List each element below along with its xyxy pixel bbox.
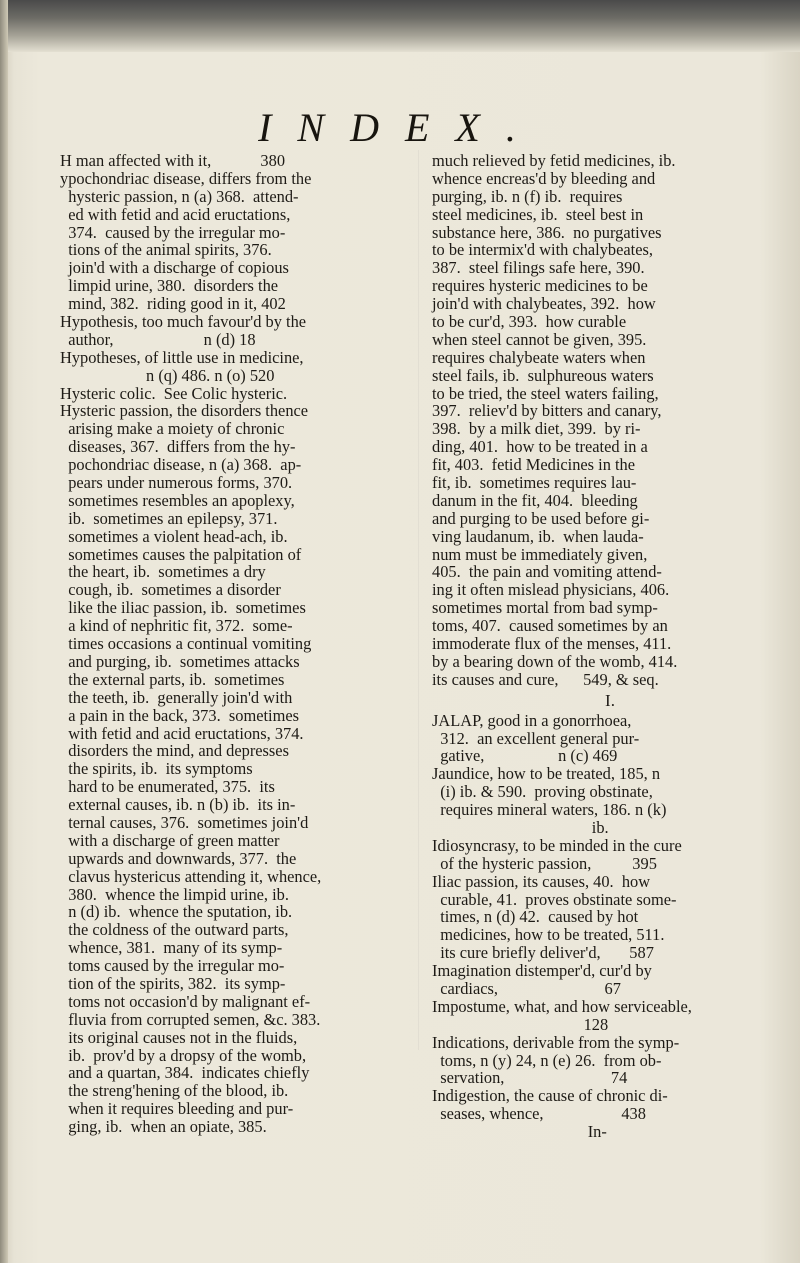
index-line: the teeth, ib. generally join'd with — [60, 687, 293, 707]
index-line: arising make a moiety of chronic — [60, 419, 285, 439]
index-line: sometimes a violent head-ach, ib. — [60, 526, 288, 546]
index-line: cough, ib. sometimes a disorder — [60, 580, 281, 600]
index-line: the heart, ib. sometimes a dry — [60, 562, 266, 582]
index-line: 405. the pain and vomiting attend- — [432, 562, 662, 582]
index-line: requires mineral waters, 186. n (k) — [432, 800, 667, 820]
index-line: Indications, derivable from the symp- — [432, 1032, 680, 1052]
index-line: times, n (d) 42. caused by hot — [432, 907, 639, 927]
index-line: pears under numerous forms, 370. — [60, 473, 293, 493]
index-line: by a bearing down of the womb, 414. — [432, 651, 678, 671]
index-line: times occasions a continual vomiting — [60, 634, 312, 654]
index-line: fit, 403. fetid Medicines in the — [432, 455, 636, 475]
index-line: when it requires bleeding and pur- — [60, 1099, 294, 1119]
index-line: toms caused by the irregular mo- — [60, 956, 285, 976]
index-line: n (d) ib. whence the sputation, ib. — [60, 902, 293, 922]
index-line: Hysteric colic. See Colic hysteric. — [60, 383, 288, 403]
index-line: 398. by a milk diet, 399. by ri- — [432, 419, 641, 439]
index-line: ving laudanum, ib. when lauda- — [432, 526, 644, 546]
index-line: sometimes causes the palpitation of — [60, 544, 302, 564]
page-top-shadow — [0, 0, 800, 52]
index-line: Idiosyncrasy, to be minded in the cure — [432, 835, 682, 855]
index-line: steel fails, ib. sulphureous waters — [432, 365, 654, 385]
index-line: and purging to be used before gi- — [432, 508, 650, 528]
index-line: to be intermix'd with chalybeates, — [432, 240, 653, 260]
index-line: whence, 381. many of its symp- — [60, 938, 283, 958]
index-line: steel medicines, ib. steel best in — [432, 204, 644, 224]
index-line: num must be immediately given, — [432, 544, 648, 564]
right-column-top-entries — [432, 152, 788, 689]
index-line: ing it often mislead physicians, 406. — [432, 580, 670, 600]
left-column — [60, 152, 420, 1136]
page-heading: INDEX. — [258, 105, 542, 150]
index-line: to be cur'd, 393. how curable — [432, 312, 627, 332]
index-line: with a discharge of green matter — [60, 830, 280, 850]
index-line: fluvia from corrupted semen, &c. 383. — [60, 1009, 321, 1029]
index-line: tions of the animal spirits, 376. — [60, 240, 272, 260]
index-line: author, n (d) 18 — [60, 329, 256, 349]
index-line: limpid urine, 380. disorders the — [60, 276, 279, 296]
index-line: join'd with chalybeates, 392. how — [432, 294, 656, 314]
index-line: gative, n (c) 469 — [432, 746, 618, 766]
index-line: 387. steel filings safe here, 390. — [432, 258, 645, 278]
right-column — [432, 152, 788, 1141]
index-line: Hypotheses, of little use in medicine, — [60, 347, 304, 367]
index-line: immoderate flux of the menses, 411. — [432, 634, 672, 654]
index-line: like the iliac passion, ib. sometimes — [60, 598, 306, 618]
index-line: substance here, 386. no purgatives — [432, 222, 662, 242]
index-line: when steel cannot be given, 395. — [432, 329, 647, 349]
index-line: 128 — [432, 1014, 609, 1034]
index-line: Hypothesis, too much favour'd by the — [60, 312, 307, 332]
index-line: external causes, ib. n (b) ib. its in- — [60, 795, 296, 815]
index-line: much relieved by fetid medicines, ib. — [432, 151, 676, 170]
index-line: Impostume, what, and how serviceable, — [432, 996, 692, 1016]
index-line: ging, ib. when an opiate, 385. — [60, 1117, 267, 1137]
index-line: H man affected with it, 380 — [60, 151, 286, 170]
index-line: In- — [432, 1122, 607, 1142]
index-line: ypochondriac disease, differs from the — [60, 168, 312, 188]
index-line: the streng'hening of the blood, ib. — [60, 1081, 289, 1101]
index-line: its original causes not in the fluids, — [60, 1027, 298, 1047]
index-line: sometimes mortal from bad symp- — [432, 598, 658, 618]
index-line: upwards and downwards, 377. the — [60, 848, 297, 868]
index-line: curable, 41. proves obstinate some- — [432, 889, 677, 909]
index-line: ib. prov'd by a dropsy of the womb, — [60, 1045, 307, 1065]
index-line: toms, n (y) 24, n (e) 26. from ob- — [432, 1050, 662, 1070]
index-line: (i) ib. & 590. proving obstinate, — [432, 782, 653, 802]
index-line: and a quartan, 384. indicates chiefly — [60, 1063, 310, 1083]
index-line: fit, ib. sometimes requires lau- — [432, 473, 637, 493]
index-line: n (q) 486. n (o) 520 — [60, 365, 275, 385]
index-line: hard to be enumerated, 375. its — [60, 777, 275, 797]
index-line: the spirits, ib. its symptoms — [60, 759, 253, 779]
index-line: purging, ib. n (f) ib. requires — [432, 186, 623, 206]
index-line: its causes and cure, 549, & seq. — [432, 669, 659, 689]
index-line: disorders the mind, and depresses — [60, 741, 289, 761]
index-line: of the hysteric passion, 395 — [432, 853, 657, 873]
index-line: medicines, how to be treated, 511. — [432, 925, 665, 945]
index-line: pochondriac disease, n (a) 368. ap- — [60, 455, 302, 475]
index-line: ding, 401. how to be treated in a — [432, 437, 648, 457]
index-line: Imagination distemper'd, cur'd by — [432, 961, 652, 981]
index-line: toms, 407. caused sometimes by an — [432, 616, 668, 636]
index-line: ed with fetid and acid eructations, — [60, 204, 291, 224]
index-line: mind, 382. riding good in it, 402 — [60, 294, 286, 314]
index-line: 312. an excellent general pur- — [432, 728, 640, 748]
index-line: seases, whence, 438 — [432, 1104, 646, 1124]
index-line: a pain in the back, 373. sometimes — [60, 705, 299, 725]
index-line: ternal causes, 376. sometimes join'd — [60, 812, 309, 832]
index-line: 397. reliev'd by bitters and canary, — [432, 401, 662, 421]
index-line: 374. caused by the irregular mo- — [60, 222, 286, 242]
right-column-bottom-entries — [432, 712, 788, 1141]
index-line: Indigestion, the cause of chronic di- — [432, 1086, 668, 1106]
index-line: clavus hystericus attending it, whence, — [60, 866, 322, 886]
section-letter: I. — [605, 690, 615, 710]
index-line: ib. sometimes an epilepsy, 371. — [60, 508, 278, 528]
index-line: Hysteric passion, the disorders thence — [60, 401, 309, 421]
page-binding-edge — [0, 0, 8, 1263]
index-line: requires hysteric medicines to be — [432, 276, 648, 296]
index-line: Jaundice, how to be treated, 185, n — [432, 764, 661, 784]
index-line: a kind of nephritic fit, 372. some- — [60, 616, 293, 636]
index-line: its cure briefly deliver'd, 587 — [432, 943, 654, 963]
index-line: diseases, 367. differs from the hy- — [60, 437, 296, 457]
index-line: JALAP, good in a gonorrhoea, — [432, 710, 632, 730]
index-line: the external parts, ib. sometimes — [60, 669, 285, 689]
index-line: danum in the fit, 404. bleeding — [432, 490, 638, 510]
index-line: ib. — [432, 817, 609, 837]
index-line: 380. whence the limpid urine, ib. — [60, 884, 289, 904]
index-line: whence encreas'd by bleeding and — [432, 168, 656, 188]
index-line: toms not occasion'd by malignant ef- — [60, 991, 311, 1011]
index-line: servation, 74 — [432, 1068, 628, 1088]
index-line: cardiacs, 67 — [432, 978, 621, 998]
index-line: requires chalybeate waters when — [432, 347, 646, 367]
index-line: hysteric passion, n (a) 368. attend- — [60, 186, 299, 206]
index-line: sometimes resembles an apoplexy, — [60, 490, 295, 510]
index-line: the coldness of the outward parts, — [60, 920, 289, 940]
index-line: to be tried, the steel waters failing, — [432, 383, 659, 403]
index-line: tion of the spirits, 382. its symp- — [60, 973, 286, 993]
index-line: Iliac passion, its causes, 40. how — [432, 871, 651, 891]
index-line: and purging, ib. sometimes attacks — [60, 651, 300, 671]
index-line: join'd with a discharge of copious — [60, 258, 289, 278]
index-line: with fetid and acid eructations, 374. — [60, 723, 304, 743]
